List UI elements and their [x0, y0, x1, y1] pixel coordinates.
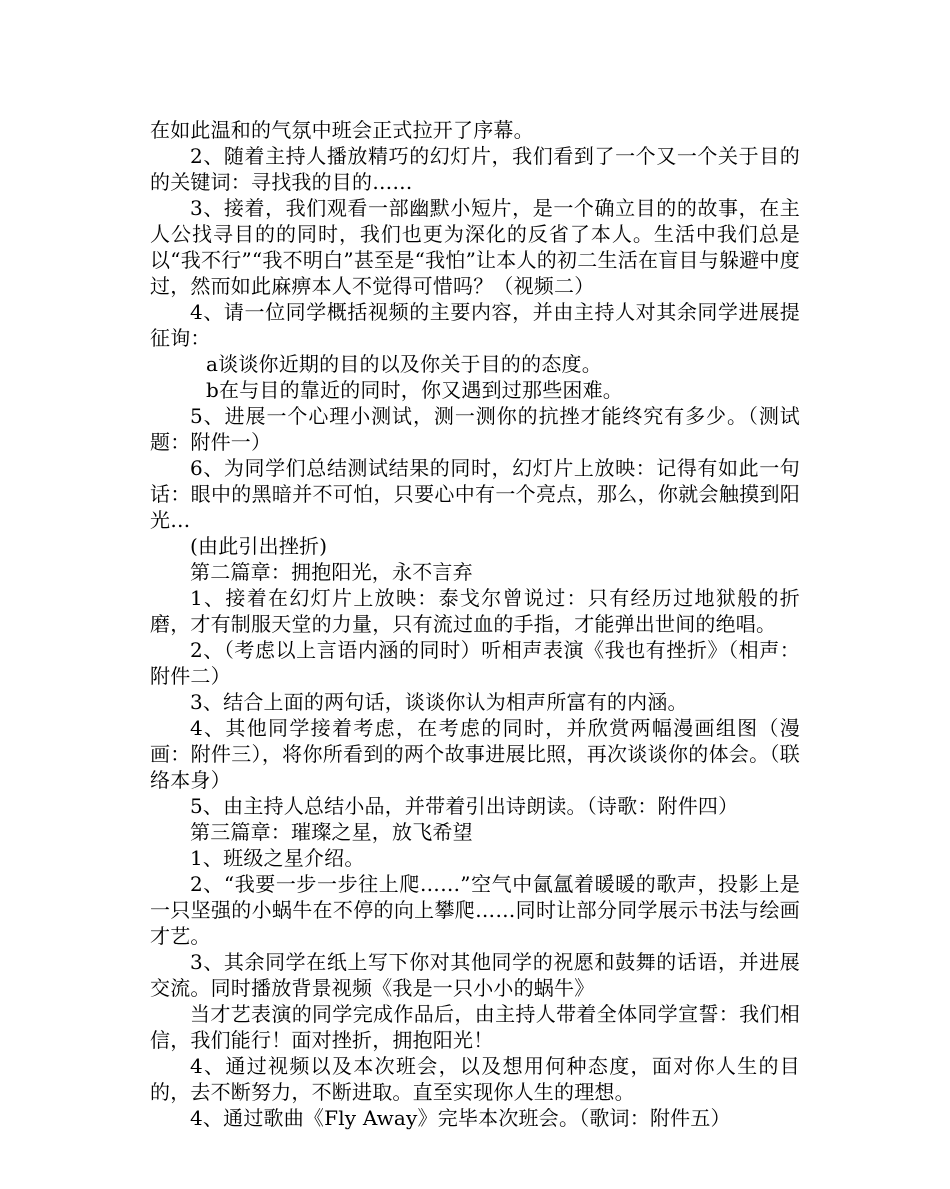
- chapter-three-heading: 第三篇章：璀璨之星，放飞希望: [190, 820, 473, 844]
- paragraph-ch3-step-4a: 4、通过视频以及本次班会，以及想用何种态度，面对你人生的目的，去不断努力，不断进取。直至实现你人生的理想。: [150, 1054, 800, 1104]
- paragraph-ch3-step-2: 2、“我要一步一步往上爬……”空气中氤氲着暖暖的歌声，投影上是一只坚强的小蜗牛在不停的向上攀爬……同时让部分同学展示书法与绘画才艺。: [150, 872, 800, 948]
- sub-item-b: b在与目的靠近的同时，你又遇到过那些困难。: [206, 378, 624, 402]
- paragraph-opening: 在如此温和的气氛中班会正式拉开了序幕。: [150, 118, 534, 142]
- paragraph-step-3: 3、接着，我们观看一部幽默小短片，是一个确立目的的故事，在主人公找寻目的的同时，我们也更为深化的反省了本人。生活中我们总是以“我不行”“我不明白”甚至是“我怕”让本人的初二生活在盲目与躲避中度过，然而如此麻痹本人不觉得可惜吗？（视频二）: [150, 196, 800, 298]
- document-page: [150, 117, 800, 1131]
- paragraph-step-5: 5、进展一个心理小测试，测一测你的抗挫才能终究有多少。（测试题：附件一）: [150, 404, 800, 454]
- chapter-two-heading: 第二篇章：拥抱阳光，永不言弃: [190, 560, 473, 584]
- paragraph-transition: (由此引出挫折): [190, 534, 328, 558]
- paragraph-ch2-step-3: 3、结合上面的两句话，谈谈你认为相声所富有的内涵。: [190, 690, 688, 714]
- paragraph-ch2-step-1: 1、接着在幻灯片上放映：泰戈尔曾说过：只有经历过地狱般的折磨，才有制服天堂的力量，只有流过血的手指，才能弹出世间的绝唱。: [150, 586, 800, 636]
- paragraph-ch2-step-5: 5、由主持人总结小品，并带着引出诗朗读。（诗歌：附件四）: [190, 794, 739, 818]
- paragraph-ch2-step-4: 4、其他同学接着考虑，在考虑的同时，并欣赏两幅漫画组图（漫画：附件三），将你所看到的两个故事进展比照，再次谈谈你的体会。（联络本身）: [150, 716, 800, 792]
- paragraph-step-2: 2、随着主持人播放精巧的幻灯片，我们看到了一个又一个关于目的的关键词：寻找我的目的……: [150, 144, 800, 194]
- paragraph-step-6: 6、为同学们总结测试结果的同时，幻灯片上放映：记得有如此一句话：眼中的黑暗并不可怕，只要心中有一个亮点，那么，你就会触摸到阳光…: [150, 456, 800, 532]
- paragraph-step-4: 4、请一位同学概括视频的主要内容，并由主持人对其余同学进展提征询：: [150, 300, 800, 350]
- sub-item-a: a谈谈你近期的目的以及你关于目的的态度。: [206, 352, 602, 376]
- paragraph-ch3-oath: 当才艺表演的同学完成作品后，由主持人带着全体同学宣誓：我们相信，我们能行！面对挫折，拥抱阳光！: [150, 1002, 800, 1052]
- paragraph-ch3-step-1: 1、班级之星介绍。: [190, 846, 365, 870]
- paragraph-ch3-step-4b: 4、通过歌曲《Fly Away》完毕本次班会。（歌词：附件五）: [190, 1106, 731, 1130]
- paragraph-ch3-step-3: 3、其余同学在纸上写下你对其他同学的祝愿和鼓舞的话语，并进展交流。同时播放背景视频《我是一只小小的蜗牛》: [150, 950, 800, 1000]
- paragraph-ch2-step-2: 2、（考虑以上言语内涵的同时）听相声表演《我也有挫折》（相声：附件二）: [150, 638, 800, 688]
